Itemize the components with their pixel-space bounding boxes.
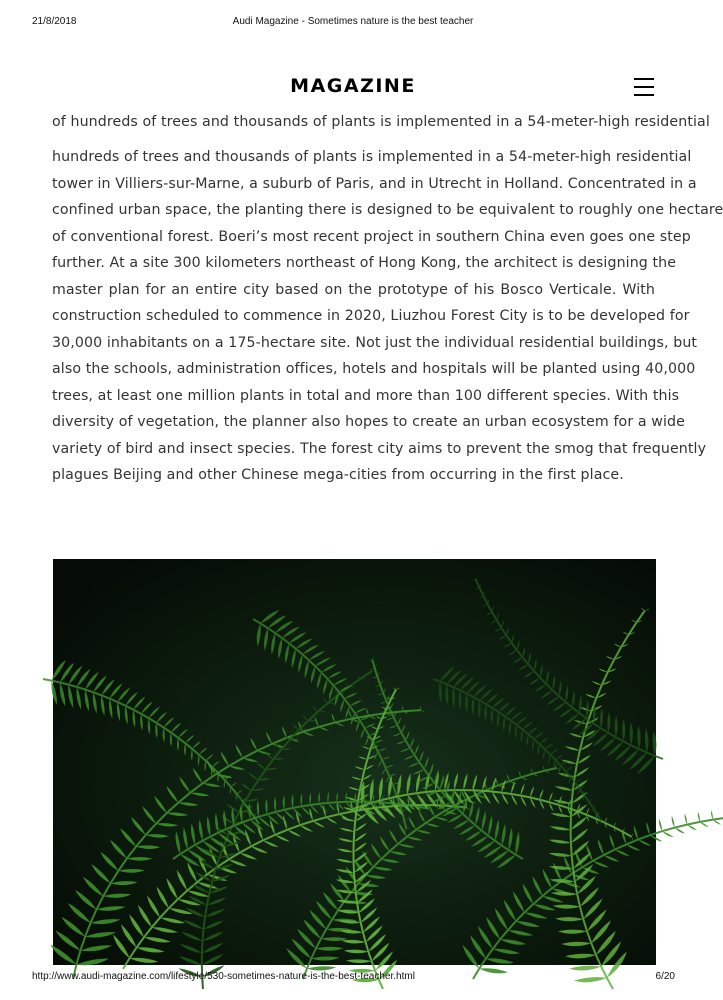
frond-leaflet [659,819,662,832]
clipped-text: of hundreds of trees and thousands of plants is implemented in a 54-meter-high residential [52,114,710,130]
print-url[interactable]: http://www.audi-magazine.com/lifestyle/530-sometimes-nature-is-the-best-teacher.html [32,971,415,982]
fern-illustration [53,559,656,965]
print-header [0,16,706,30]
frond-leaflet [569,966,601,971]
article-line: diversity of vegetation, the planner also hopes to create an urban ecosystem for a wide [52,414,685,430]
article-body [52,144,723,489]
frond-leaflet [675,828,686,834]
article-line: variety of bird and insect species. The forest city aims to prevent the smog that frequently [52,440,707,457]
frond-leaflet [698,812,700,822]
print-page-number: 6/20 [655,971,675,982]
article-line: tower in Villiers-sur-Marne, a suburb of Paris, and in Utrecht in Holland. Concentrated in a [52,175,697,192]
frond-leaflet [700,822,709,827]
clipped-text-line [52,114,710,134]
menu-bar [634,94,654,96]
site-header [0,68,706,108]
article-line: construction scheduled to commence in 2020, Liuzhou Forest City is to be developed for [52,308,690,324]
frond-leaflet [713,820,721,825]
frond-leaflet [662,831,674,837]
article-line: plagues Beijing and other Chinese mega-cities from occurring in the first place. [52,467,624,483]
fern-leaves-photo [53,559,656,965]
magazine-logo[interactable]: MAGAZINE [290,75,416,97]
print-title: Audi Magazine - Sometimes nature is the best teacher [232,16,474,27]
frond-leaflet [307,966,336,970]
frond-leaflet [687,825,697,831]
article-line: confined urban space, the planting there is designed to be equivalent to roughly one hectare [52,202,723,218]
article-line: hundreds of trees and thousands of plants is implemented in a 54-meter-high residential [52,149,692,165]
hamburger-menu-icon[interactable] [634,78,654,96]
article-line: further. At a site 300 kilometers northeast of Hong Kong, the architect is designing the [52,255,677,271]
article-line: master plan for an entire city based on the prototype of his Bosco Verticale. With [52,281,655,298]
menu-bar [634,86,654,88]
print-date: 21/8/2018 [32,16,77,27]
article-line: 30,000 inhabitants on a 175-hectare site. Not just the individual residential buildings, but [52,334,698,351]
article-line: of conventional forest. Boeri’s most recent project in southern China even goes one step [52,228,691,245]
print-footer [0,971,706,985]
menu-bar [634,78,654,80]
frond-leaflet [672,816,675,828]
frond-leaflet [685,814,687,825]
article-line: trees, at least one million plants in total and more than 100 different species. With this [52,387,680,404]
article-line: also the schools, administration offices, hotels and hospitals will be planted using 40,000 [52,361,696,377]
frond-leaflet [711,810,713,819]
